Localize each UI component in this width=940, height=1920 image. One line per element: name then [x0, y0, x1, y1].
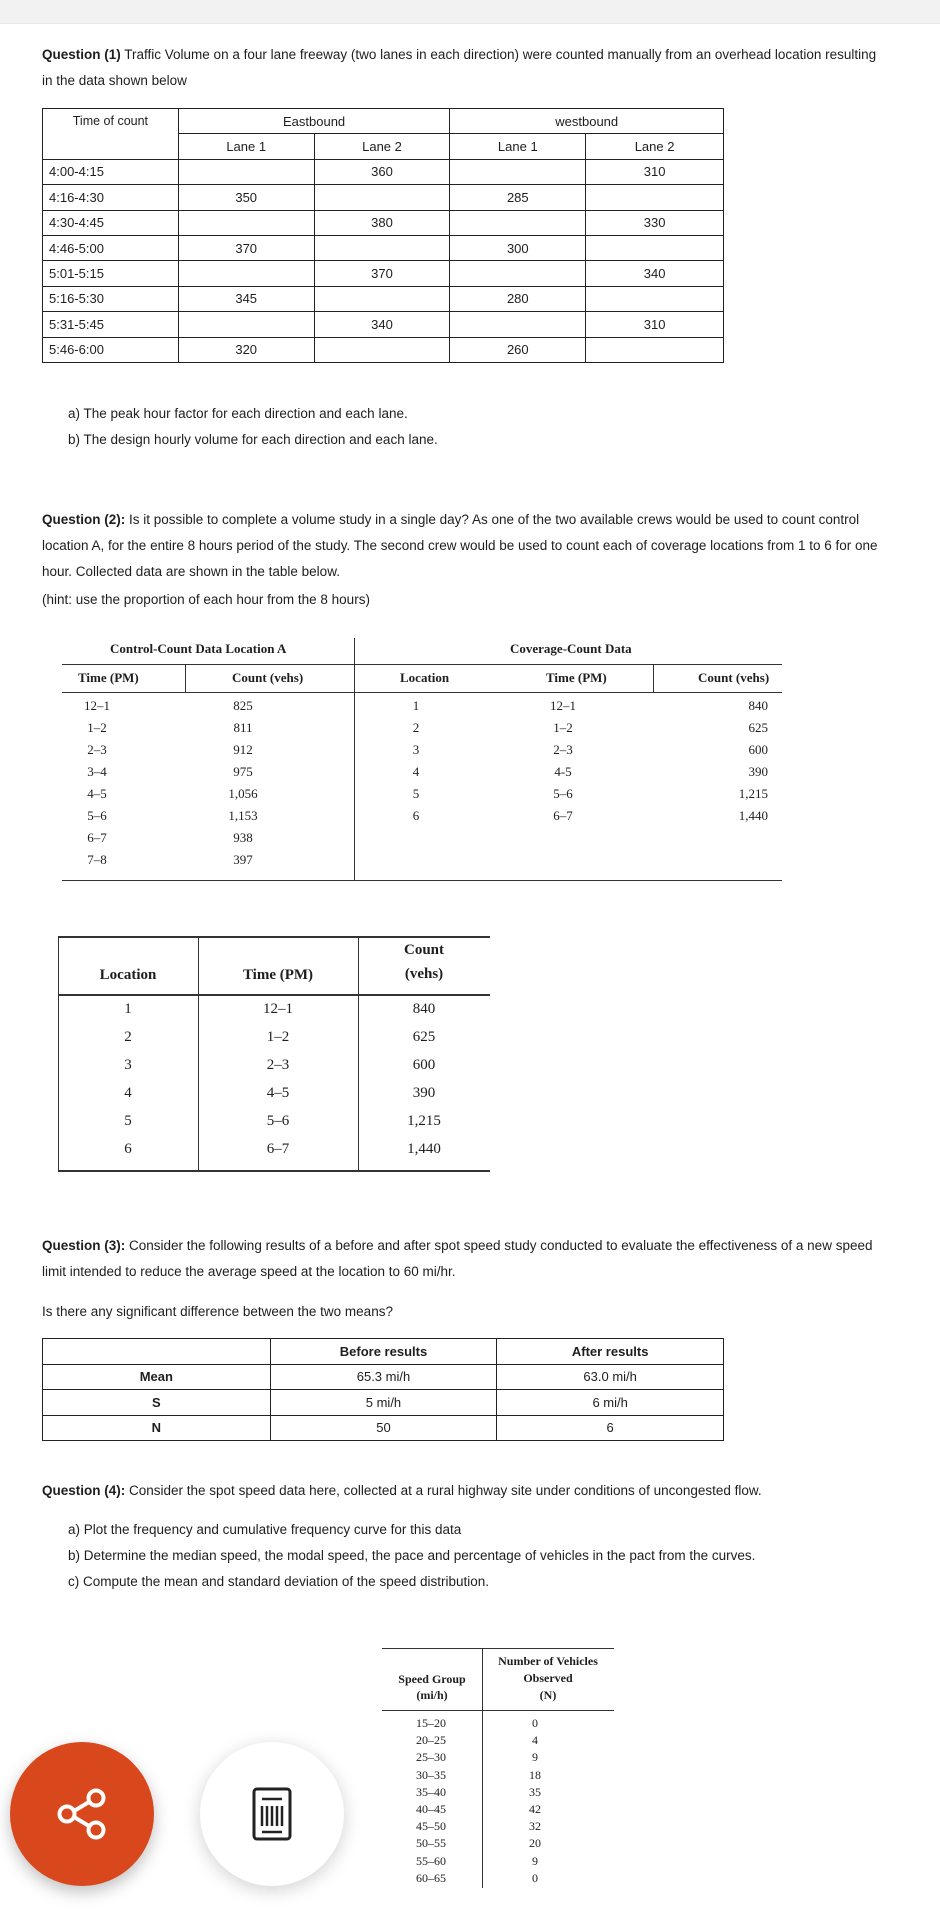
time-cell: 12–1 — [263, 1001, 293, 1017]
speed-rows — [382, 1716, 614, 1888]
westbound-header: westbound — [450, 109, 724, 134]
table-rule — [382, 1648, 614, 1649]
time-cell: 4–5 — [87, 786, 107, 801]
table-row — [382, 1819, 614, 1836]
wb-lane1-cell — [450, 159, 586, 184]
table-row — [43, 235, 724, 260]
coverage-rows — [355, 698, 782, 830]
table-row — [382, 1750, 614, 1767]
time-of-count-header: Time of count — [43, 109, 179, 134]
count-cell: 1,153 — [228, 808, 258, 823]
wb-lane2-cell: 310 — [586, 312, 724, 337]
n-cell: 0 — [532, 1716, 538, 1730]
speed-cell: 20–25 — [416, 1733, 446, 1748]
eb-lane2-cell — [314, 185, 450, 210]
n-cell: 4 — [532, 1733, 538, 1748]
location-cell: 5 — [124, 1113, 132, 1129]
top-bar — [0, 0, 940, 24]
time-cell: 4–5 — [266, 1085, 290, 1101]
table-row — [355, 786, 782, 808]
eb-lane1-cell — [178, 261, 314, 286]
table-row — [382, 1733, 614, 1750]
table-row — [58, 1029, 490, 1057]
share-icon — [52, 1784, 112, 1844]
table-row — [62, 764, 354, 786]
speed-cell: 30–35 — [416, 1767, 446, 1782]
time-cell: 5:31-5:45 — [43, 312, 179, 337]
count-cell: 390 — [412, 1085, 436, 1101]
before-cell: 65.3 mi/h — [270, 1364, 497, 1390]
q4-paragraph — [42, 1478, 762, 1504]
speed-cell: 50–55 — [416, 1836, 446, 1851]
wb-lane1-cell: 300 — [450, 235, 586, 260]
eb-lane2-header: Lane 2 — [314, 134, 450, 159]
q3-line1: Consider the following results of a before and after spot speed study conducted to evaluate the effectiveness of a new speed — [125, 1238, 873, 1253]
speed-cell: 25–30 — [416, 1750, 446, 1765]
time-cell: 3–4 — [87, 764, 107, 779]
after-cell: 63.0 mi/h — [497, 1364, 724, 1390]
table-rule — [382, 1710, 614, 1711]
wb-lane2-cell: 310 — [586, 159, 724, 184]
q4-speed-table — [382, 1648, 614, 1888]
time-cell: 7–8 — [87, 852, 107, 867]
speed-cell: 60–65 — [416, 1870, 446, 1885]
after-header: After results — [497, 1339, 724, 1365]
location-cell: 3 — [412, 742, 420, 757]
table-rule — [58, 994, 490, 996]
after-cell: 6 mi/h — [497, 1390, 724, 1416]
n-cell: 32 — [529, 1819, 541, 1834]
location-header: Location — [99, 967, 157, 983]
table-row — [62, 830, 354, 852]
table-row — [62, 786, 354, 808]
table-rule — [58, 1170, 490, 1172]
count-cell: 1,056 — [228, 786, 258, 801]
time-cell: 5–6 — [87, 808, 107, 823]
table-row — [43, 1390, 724, 1416]
wb-lane1-cell — [450, 261, 586, 286]
time-cell: 1–2 — [87, 720, 107, 735]
wb-lane2-cell — [586, 337, 724, 362]
time-cell: 6–7 — [87, 830, 107, 845]
time-cell: 4:30-4:45 — [43, 210, 179, 235]
table-row — [62, 742, 354, 764]
table-row — [58, 1085, 490, 1113]
time-cell: 1–2 — [266, 1029, 290, 1045]
control-count-header: Count (vehs) — [232, 670, 304, 685]
n-header-line3: (N) — [539, 1688, 557, 1702]
time-header: Time (PM) — [242, 967, 314, 983]
time-header-spacer — [43, 134, 179, 159]
q1-text-line2: in the data shown below — [42, 73, 187, 88]
wb-lane2-cell — [586, 235, 724, 260]
speed-cell: 55–60 — [416, 1853, 446, 1868]
row-label: S — [43, 1390, 271, 1416]
q2-line3: hour. Collected data are shown in the table below. — [42, 564, 340, 579]
wb-lane1-cell: 280 — [450, 286, 586, 311]
speed-cell: 40–45 — [416, 1801, 446, 1816]
wb-lane1-cell: 260 — [450, 337, 586, 362]
count-cell: 1,440 — [407, 1141, 441, 1157]
n-header-line1: Number of Vehicles — [498, 1654, 598, 1668]
location-cell: 3 — [124, 1057, 132, 1073]
q4-part-b: b) Determine the median speed, the modal speed, the pace and percentage of vehicles in the pact from the curves. — [68, 1548, 756, 1563]
n-cell: 9 — [532, 1853, 538, 1868]
q4-line1: Consider the spot speed data here, collected at a rural highway site under conditions of uncongested flow. — [125, 1483, 762, 1498]
control-count-title: Control-Count Data Location A — [110, 641, 287, 656]
n-header-line2: Observed — [523, 1671, 573, 1685]
wb-lane1-cell: 285 — [450, 185, 586, 210]
table-row — [43, 159, 724, 184]
count-cell: 600 — [748, 742, 768, 757]
time-cell: 2–3 — [87, 742, 107, 757]
count-cell: 1,440 — [738, 808, 768, 823]
table-row — [355, 808, 782, 830]
table-row — [382, 1854, 614, 1871]
q2-coverage-table — [58, 936, 490, 1172]
time-cell: 6–7 — [266, 1141, 290, 1157]
location-cell: 1 — [124, 1001, 132, 1017]
table-row — [382, 1802, 614, 1819]
location-cell: 2 — [412, 720, 420, 735]
table-col-line — [185, 664, 186, 692]
q1-part-b: b) The design hourly volume for each direction and each lane. — [68, 432, 438, 447]
q1-traffic-table — [42, 108, 724, 363]
n-cell: 18 — [529, 1767, 541, 1782]
document-icon — [250, 1786, 294, 1842]
coverage-count-title: Coverage-Count Data — [510, 641, 632, 656]
location-cell: 4 — [124, 1085, 132, 1101]
table-row — [43, 1364, 724, 1390]
eb-lane2-cell: 380 — [314, 210, 450, 235]
table-row — [62, 852, 354, 874]
time-cell: 1–2 — [553, 720, 573, 735]
table-row — [355, 698, 782, 720]
q4-part-c: c) Compute the mean and standard deviation of the speed distribution. — [68, 1574, 490, 1589]
before-header: Before results — [270, 1339, 497, 1365]
q2-line1: Is it possible to complete a volume study in a single day? As one of the two available crews would be used to count control — [125, 512, 860, 527]
eb-lane1-cell — [178, 210, 314, 235]
table-rule — [62, 664, 782, 665]
wb-lane1-cell — [450, 210, 586, 235]
table-row — [355, 764, 782, 786]
wb-lane2-cell — [586, 286, 724, 311]
time-cell: 4:16-4:30 — [43, 185, 179, 210]
n-cell: 35 — [529, 1784, 541, 1799]
count-cell: 975 — [233, 764, 253, 779]
count-cell: 625 — [412, 1029, 436, 1045]
location-cell: 2 — [124, 1029, 132, 1045]
table-rule — [62, 692, 782, 693]
table-row — [43, 1415, 724, 1441]
table-row — [43, 185, 724, 210]
table-row — [382, 1871, 614, 1888]
eb-lane1-cell: 320 — [178, 337, 314, 362]
time-cell: 12–1 — [550, 698, 576, 713]
eb-lane2-cell: 370 — [314, 261, 450, 286]
speed-cell: 15–20 — [416, 1716, 446, 1730]
control-rows — [62, 698, 354, 874]
q3-question: Is there any significant difference between the two means? — [42, 1304, 393, 1319]
location-cell: 4 — [412, 764, 420, 779]
eb-lane2-cell — [314, 337, 450, 362]
table-row — [43, 337, 724, 362]
table-row — [382, 1716, 614, 1733]
q3-paragraph — [42, 1233, 872, 1259]
coverage-time-header: Time (PM) — [546, 670, 607, 685]
table-row — [43, 261, 724, 286]
empty-header-cell — [43, 1339, 271, 1365]
time-cell: 4:00-4:15 — [43, 159, 179, 184]
time-cell: 5–6 — [553, 786, 573, 801]
location-cell: 6 — [412, 808, 420, 823]
wb-lane1-header: Lane 1 — [450, 134, 586, 159]
q2-paragraph — [42, 507, 859, 533]
document-button[interactable] — [200, 1742, 344, 1886]
time-cell: 5:16-5:30 — [43, 286, 179, 311]
eb-lane2-cell — [314, 286, 450, 311]
q2-hint: (hint: use the proportion of each hour from the 8 hours) — [42, 592, 370, 607]
speed-header-line2: (mi/h) — [416, 1688, 448, 1702]
table-row — [355, 742, 782, 764]
q1-paragraph — [42, 42, 876, 68]
time-cell: 6–7 — [553, 808, 573, 823]
location-cell: 5 — [412, 786, 420, 801]
n-cell: 42 — [529, 1801, 541, 1816]
eb-lane1-cell: 370 — [178, 235, 314, 260]
time-cell: 5:01-5:15 — [43, 261, 179, 286]
speed-cell: 45–50 — [416, 1819, 446, 1834]
q1-text-line1: Traffic Volume on a four lane freeway (two lanes in each direction) were counted manually from an overhead location resulting — [120, 47, 877, 62]
row-label: N — [43, 1415, 271, 1441]
wb-lane2-header: Lane 2 — [586, 134, 724, 159]
eb-lane2-cell: 360 — [314, 159, 450, 184]
n-cell: 20 — [529, 1836, 541, 1851]
q3-label: Question (3): — [42, 1238, 126, 1253]
count-cell: 625 — [748, 720, 768, 735]
eb-lane1-cell — [178, 312, 314, 337]
count-cell: 600 — [412, 1057, 436, 1073]
table-row — [58, 1057, 490, 1085]
count-header-line2: (vehs) — [404, 966, 444, 982]
location-cell: 6 — [124, 1141, 132, 1157]
time-cell: 2–3 — [553, 742, 573, 757]
table-col-line — [653, 664, 654, 692]
table-row — [58, 1141, 490, 1169]
q2-label: Question (2): — [42, 512, 126, 527]
q3-speed-results-table — [42, 1338, 724, 1441]
table-row — [43, 286, 724, 311]
row-label: Mean — [43, 1364, 271, 1390]
count-cell: 811 — [233, 720, 253, 735]
q2-line2: location A, for the entire 8 hours period of the study. The second crew would be used to count each of coverage locations from 1 to 6 for one — [42, 538, 878, 553]
eb-lane1-cell: 350 — [178, 185, 314, 210]
q4-part-a: a) Plot the frequency and cumulative frequency curve for this data — [68, 1522, 462, 1537]
control-time-header: Time (PM) — [78, 670, 139, 685]
table-row — [62, 808, 354, 830]
wb-lane2-cell: 330 — [586, 210, 724, 235]
location-header: Location — [400, 670, 450, 685]
coverage-count-header: Count (vehs) — [698, 670, 770, 685]
n-cell: 0 — [532, 1870, 538, 1885]
q3-line2: limit intended to reduce the average speed at the location to 60 mi/hr. — [42, 1264, 456, 1279]
q1-part-a: a) The peak hour factor for each direction and each lane. — [68, 406, 408, 421]
table-row — [382, 1785, 614, 1802]
before-cell: 50 — [270, 1415, 497, 1441]
before-cell: 5 mi/h — [270, 1390, 497, 1416]
wb-lane1-cell — [450, 312, 586, 337]
location-cell: 1 — [412, 698, 420, 713]
n-cell: 9 — [532, 1750, 538, 1765]
count-cell: 912 — [233, 742, 253, 757]
eastbound-header: Eastbound — [178, 109, 450, 134]
time-cell: 12–1 — [84, 698, 110, 713]
after-cell: 6 — [497, 1415, 724, 1441]
q2-count-data-table — [62, 638, 782, 882]
table-row — [355, 720, 782, 742]
time-cell: 5:46-6:00 — [43, 337, 179, 362]
eb-lane2-cell — [314, 235, 450, 260]
count-cell: 390 — [748, 764, 768, 779]
table-row — [382, 1768, 614, 1785]
table-row — [382, 1836, 614, 1853]
time-cell: 4-5 — [554, 764, 572, 779]
table-rule — [62, 880, 782, 881]
share-button[interactable] — [10, 1742, 154, 1886]
table-row — [43, 210, 724, 235]
table-row — [62, 720, 354, 742]
wb-lane2-cell — [586, 185, 724, 210]
table-row — [43, 1339, 724, 1365]
count-cell: 938 — [233, 830, 253, 845]
coverage-table-rows — [58, 1001, 490, 1169]
q1-label: Question (1) — [42, 47, 121, 62]
table-row — [58, 1113, 490, 1141]
eb-lane1-cell — [178, 159, 314, 184]
count-cell: 1,215 — [738, 786, 768, 801]
eb-lane1-cell: 345 — [178, 286, 314, 311]
table-row — [43, 312, 724, 337]
table-row — [58, 1001, 490, 1029]
eb-lane2-cell: 340 — [314, 312, 450, 337]
count-cell: 397 — [233, 852, 253, 867]
count-cell: 840 — [412, 1001, 436, 1017]
time-cell: 4:46-5:00 — [43, 235, 179, 260]
wb-lane2-cell: 340 — [586, 261, 724, 286]
time-cell: 2–3 — [266, 1057, 290, 1073]
table-rule — [58, 936, 490, 938]
count-header-line1: Count — [403, 942, 444, 958]
count-cell: 840 — [748, 698, 768, 713]
table-row — [62, 698, 354, 720]
speed-header-line1: Speed Group — [398, 1672, 466, 1686]
count-cell: 825 — [233, 698, 253, 713]
q4-label: Question (4): — [42, 1483, 126, 1498]
eb-lane1-header: Lane 1 — [178, 134, 314, 159]
speed-cell: 35–40 — [416, 1784, 446, 1799]
time-cell: 5–6 — [266, 1113, 290, 1129]
count-cell: 1,215 — [407, 1113, 441, 1129]
